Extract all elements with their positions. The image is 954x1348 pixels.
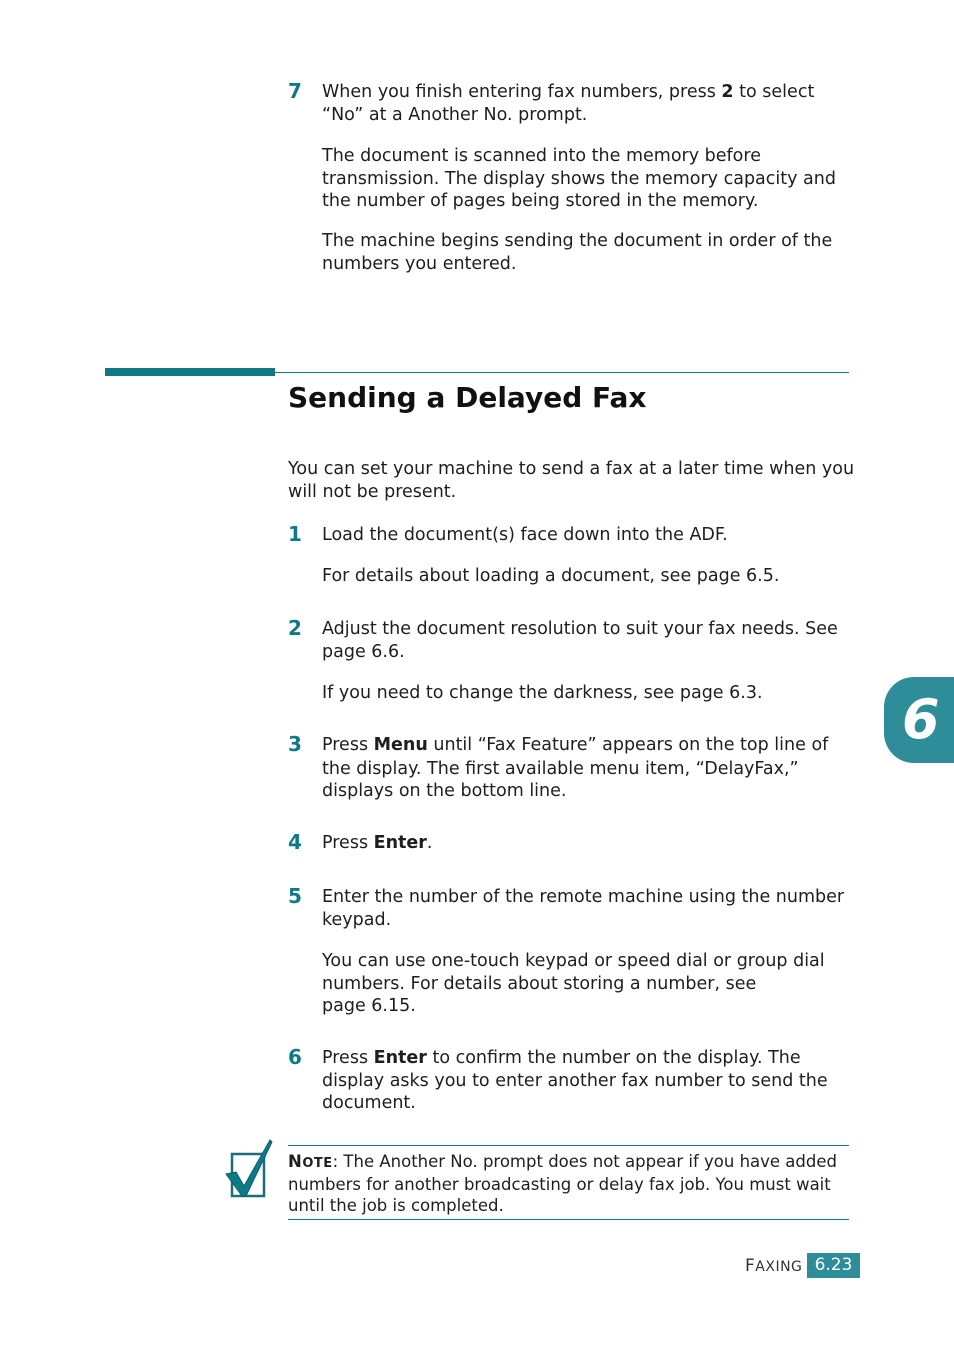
step-2-text (322, 618, 852, 663)
note-label-initial: N (288, 1152, 303, 1171)
note-label (288, 1152, 333, 1171)
footer-label-rest: AXING (755, 1259, 803, 1275)
note-line: numbers for another broadcasting or delay fax job. You must wait (288, 1175, 831, 1194)
step-7-line: “No” at a Another No. prompt. (322, 104, 588, 125)
intro-line: You can set your machine to send a fax at a later time when you (288, 459, 855, 479)
step-line: page 6.6. (322, 641, 405, 662)
paragraph-line: numbers you entered. (322, 253, 517, 274)
enter-key: Enter (373, 833, 427, 853)
step-number: 6 (288, 1045, 302, 1069)
step-3-text-part: until “Fax Feature” appears on the top line of (427, 735, 829, 755)
note-line: page 6.15. (322, 996, 416, 1016)
step-7-paragraph-1 (322, 145, 852, 213)
chapter-tab (884, 677, 954, 763)
paragraph-line: The document is scanned into the memory before (322, 146, 761, 166)
step-line: document. (322, 1093, 416, 1113)
step-line: Enter the number of the remote machine using the number (322, 887, 845, 907)
step-5-text (322, 886, 852, 931)
step-line: keypad. (322, 909, 392, 930)
checkmark-note-icon (224, 1138, 276, 1200)
note-text (288, 1151, 853, 1216)
step-line: the display. The first available menu item, “DelayFax,” (322, 758, 799, 779)
paragraph-line: transmission. The display shows the memory capacity and (322, 168, 836, 189)
note-line: numbers. For details about storing a number, see (322, 973, 757, 994)
step-line: displays on the bottom line. (322, 781, 567, 801)
enter-key: Enter (373, 1048, 427, 1068)
step-2-note: If you need to change the darkness, see page 6.3. (322, 683, 763, 703)
note-rule-bottom (288, 1219, 849, 1220)
step-1-note: For details about loading a document, see page 6.5. (322, 566, 780, 586)
step-number: 3 (288, 732, 302, 756)
step-4-text (322, 832, 852, 855)
step-7-key: 2 (721, 82, 734, 102)
step-3-text (322, 734, 852, 803)
note-rule-top (288, 1145, 849, 1146)
note-line: You can use one-touch keypad or speed dial or group dial (322, 951, 825, 971)
step-5-note (322, 950, 852, 1018)
section-rule-thin (275, 372, 849, 373)
chapter-number: 6 (902, 688, 940, 751)
note-label-rest: OTE (302, 1156, 333, 1171)
section-intro (288, 458, 858, 503)
note-line: until the job is completed. (288, 1196, 504, 1215)
footer-label-initial: F (745, 1256, 756, 1276)
page-number: 6.23 (807, 1253, 860, 1278)
step-number: 2 (288, 616, 302, 640)
step-4-text-part: Press (322, 833, 374, 853)
step-number: 4 (288, 830, 302, 854)
step-7-text (322, 81, 852, 126)
step-number: 7 (288, 79, 302, 103)
step-6-text-part: to confirm the number on the display. The (426, 1048, 801, 1068)
menu-key: Menu (373, 735, 428, 755)
step-1-text: Load the document(s) face down into the ADF. (322, 525, 728, 545)
step-number: 1 (288, 522, 302, 546)
step-7-paragraph-2 (322, 230, 852, 275)
step-line: display asks you to enter another fax number to send the (322, 1070, 828, 1091)
step-4-text-part: . (426, 833, 433, 853)
step-line: Adjust the document resolution to suit your fax needs. See (322, 619, 838, 639)
footer-section-label (745, 1256, 802, 1277)
paragraph-line: the number of pages being stored in the memory. (322, 191, 759, 211)
step-6-text (322, 1047, 852, 1115)
paragraph-line: The machine begins sending the document in order of the (322, 231, 833, 251)
step-7-text-part: to select (733, 82, 815, 102)
section-title: Sending a Delayed Fax (288, 381, 647, 414)
step-number: 5 (288, 884, 302, 908)
note-line: : The Another No. prompt does not appear if you have added (332, 1152, 837, 1171)
step-6-text-part: Press (322, 1048, 374, 1068)
section-rule-thick (105, 368, 275, 376)
step-3-text-part: Press (322, 735, 374, 755)
step-7-text-part: When you finish entering fax numbers, press (322, 82, 722, 102)
intro-line: will not be present. (288, 481, 457, 502)
